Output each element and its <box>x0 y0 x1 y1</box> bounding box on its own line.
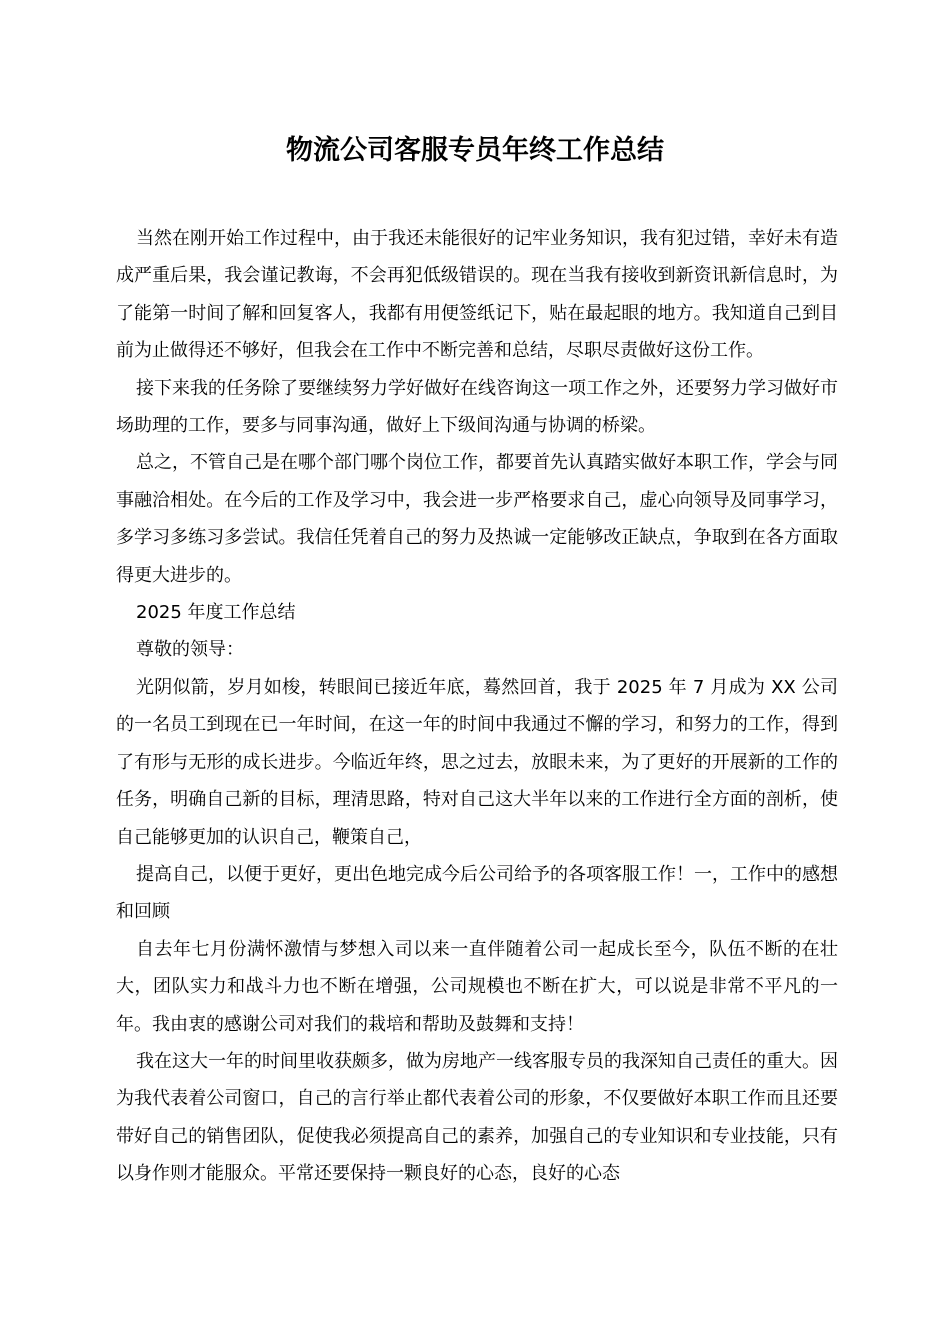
document-title: 物流公司客服专员年终工作总结 <box>286 135 664 166</box>
paragraph: 接下来我的任务除了要继续努力学好做好在线咨询这一项工作之外，还要努力学习做好市场助理的工作，要多与同事沟通，做好上下级间沟通与协调的桥梁。 <box>116 377 838 437</box>
paragraph: 总之，不管自己是在哪个部门哪个岗位工作，都要首先认真踏实做好本职工作，学会与同事融洽相处。在今后的工作及学习中，我会进一步严格要求自己，虚心向领导及同事学习，多学习多练习多尝试。我信任凭着自己的努力及热诚一定能够改正缺点，争取到在各方面取得更大进步的。 <box>116 452 838 586</box>
salutation: 尊敬的领导： <box>136 639 244 661</box>
paragraph: 提高自己，以便于更好，更出色地完成今后公司给予的各项客服工作！一，工作中的感想和回顾 <box>116 863 838 923</box>
section-heading: 2025 年度工作总结 <box>136 602 296 624</box>
paragraph: 我在这大一年的时间里收获颇多，做为房地产一线客服专员的我深知自己责任的重大。因为我代表着公司窗口，自己的言行举止都代表着公司的形象，不仅要做好本职工作而且还要带好自己的销售团队，促使我必须提高自己的素养，加强自己的专业知识和专业技能，只有以身作则才能服众。平常还要保持一颗良好的心态，良好的心态 <box>116 1050 838 1185</box>
document-body <box>116 220 838 1193</box>
paragraph: 光阴似箭，岁月如梭，转眼间已接近年底，蓦然回首，我于 2025 年 7 月成为 XX 公司的一名员工到现在已一年时间，在这一年的时间中我通过不懈的学习，和努力的工作，得到了有形与无形的成长进步。今临近年终，思之过去，放眼未来，为了更好的开展新的工作的任务，明确自己新的目标，理清思路，特对自己这大半年以来的工作进行全方面的剖析，使自己能够更加的认识自己，鞭策自己， <box>116 676 838 848</box>
paragraph: 当然在刚开始工作过程中，由于我还未能很好的记牢业务知识，我有犯过错，幸好未有造成严重后果，我会谨记教诲，不会再犯低级错误的。现在当我有接收到新资讯新信息时，为了能第一时间了解和回复客人，我都有用便签纸记下，贴在最起眼的地方。我知道自己到目前为止做得还不够好，但我会在工作中不断完善和总结，尽职尽责做好这份工作。 <box>116 228 838 362</box>
paragraph: 自去年七月份满怀激情与梦想入司以来一直伴随着公司一起成长至今，队伍不断的在壮大，团队实力和战斗力也不断在增强，公司规模也不断在扩大，可以说是非常不平凡的一年。我由衷的感谢公司对我们的栽培和帮助及鼓舞和支持！ <box>116 938 838 1035</box>
